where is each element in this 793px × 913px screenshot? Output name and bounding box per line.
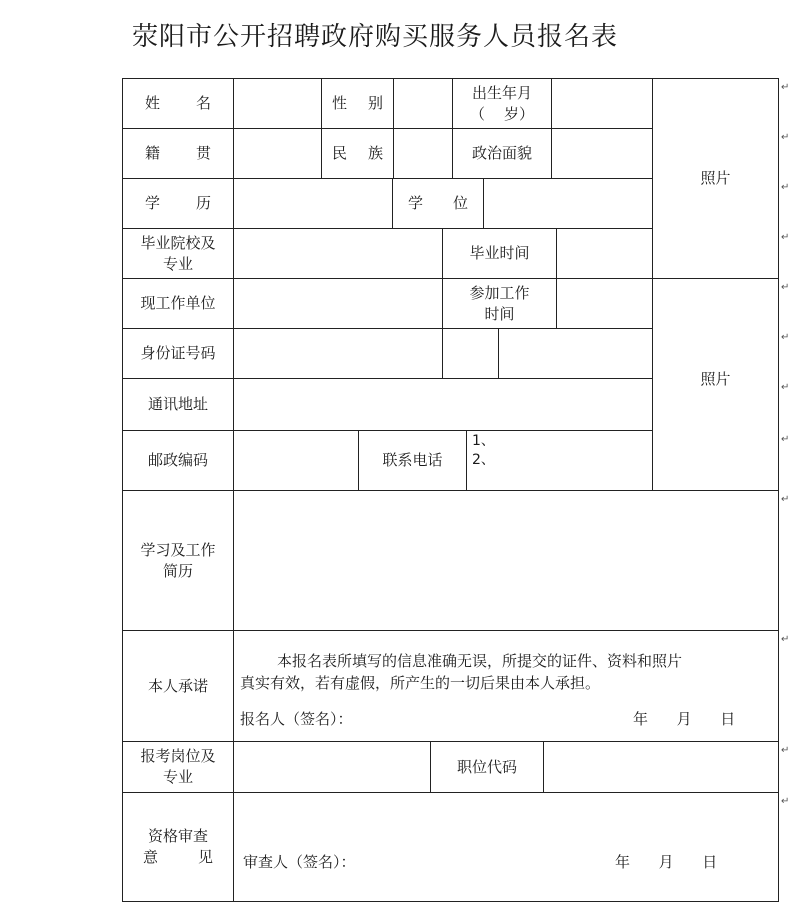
address-input-cell[interactable] bbox=[233, 378, 653, 431]
origin-input-cell[interactable] bbox=[233, 128, 322, 179]
origin-label-char-2: 贯 bbox=[195, 144, 211, 162]
degree-input-cell[interactable] bbox=[483, 178, 653, 229]
position-code-input-cell[interactable] bbox=[543, 741, 779, 793]
phone-line-1: 1、 bbox=[472, 433, 495, 449]
political-input-cell[interactable] bbox=[551, 128, 653, 179]
gender-label bbox=[321, 78, 394, 129]
position-code-label: 职位代码 bbox=[430, 741, 544, 793]
position-label-line-2: 专业 bbox=[162, 768, 193, 786]
name-label bbox=[122, 78, 234, 129]
school-major-label-line-1: 毕业院校及 bbox=[140, 233, 216, 252]
review-label bbox=[122, 792, 234, 902]
phone-label: 联系电话 bbox=[358, 430, 467, 491]
review-label-line-2 bbox=[143, 847, 213, 868]
position-label-line-1: 报考岗位及 bbox=[140, 747, 216, 765]
postcode-input-cell[interactable] bbox=[233, 430, 359, 491]
form-title: 荥阳市公开招聘政府购买服务人员报名表 bbox=[132, 22, 619, 52]
birth-input-cell[interactable] bbox=[551, 78, 653, 129]
gender-label-char-2: 别 bbox=[367, 94, 383, 112]
name-input-cell[interactable] bbox=[233, 78, 322, 129]
gender-label-char-1: 性 bbox=[332, 94, 348, 112]
origin-label-char-1: 籍 bbox=[145, 144, 161, 162]
applicant-signature-label: 报名人（签名）： bbox=[240, 710, 353, 728]
paragraph-mark: ↵ bbox=[781, 796, 790, 807]
nation-label-char-2: 族 bbox=[367, 144, 383, 162]
id-number-extra-cell-1[interactable] bbox=[442, 328, 499, 379]
review-label-line-1: 资格审查 bbox=[147, 827, 208, 845]
political-label: 政治面貌 bbox=[452, 128, 552, 179]
name-label-char-1: 姓 bbox=[145, 94, 161, 112]
promise-text-line-2: 真实有效，若有虚假，所产生的一切后果由本人承担。 bbox=[240, 674, 601, 692]
id-number-extra-cell-2[interactable] bbox=[498, 328, 653, 379]
school-major-label bbox=[122, 228, 234, 279]
birth-label-line-2: （ 岁） bbox=[469, 104, 535, 123]
paragraph-mark: ↵ bbox=[781, 382, 790, 393]
photo-label-lower: 照片 bbox=[700, 370, 731, 388]
nation-input-cell[interactable] bbox=[393, 128, 453, 179]
paragraph-mark: ↵ bbox=[781, 634, 790, 645]
review-label-char-1: 意 bbox=[143, 848, 159, 866]
resume-input-cell[interactable] bbox=[233, 490, 779, 631]
resume-label-line-2: 简历 bbox=[162, 561, 193, 580]
photo-label-upper: 照片 bbox=[700, 169, 731, 187]
paragraph-mark: ↵ bbox=[781, 494, 790, 505]
employer-input-cell[interactable] bbox=[233, 278, 443, 329]
education-label-char-1: 学 bbox=[145, 194, 161, 212]
birth-label bbox=[452, 78, 552, 129]
paragraph-mark: ↵ bbox=[781, 332, 790, 343]
id-number-input-cell[interactable] bbox=[233, 328, 443, 379]
work-start-label bbox=[442, 278, 557, 329]
grad-time-label: 毕业时间 bbox=[442, 228, 557, 279]
nation-label-char-1: 民 bbox=[332, 144, 348, 162]
degree-label bbox=[392, 178, 484, 229]
resume-label-line-1: 学习及工作 bbox=[140, 540, 216, 559]
work-start-label-line-1: 参加工作 bbox=[469, 283, 530, 302]
work-start-label-line-2: 时间 bbox=[484, 304, 515, 323]
education-label-char-2: 历 bbox=[195, 194, 211, 212]
degree-label-char-2: 位 bbox=[452, 194, 468, 212]
paragraph-mark: ↵ bbox=[781, 182, 790, 193]
origin-label bbox=[122, 128, 234, 179]
phone-line-2: 2、 bbox=[472, 452, 495, 468]
school-major-label-line-2: 专业 bbox=[162, 254, 193, 273]
birth-label-line-1: 出生年月 bbox=[471, 83, 532, 102]
nation-label bbox=[321, 128, 394, 179]
school-major-input-cell[interactable] bbox=[233, 228, 443, 279]
work-start-input-cell[interactable] bbox=[556, 278, 653, 329]
paragraph-mark: ↵ bbox=[781, 232, 790, 243]
promise-text-line-1: 本报名表所填写的信息准确无误，所提交的证件、资料和照片 bbox=[277, 652, 683, 670]
paragraph-mark: ↵ bbox=[781, 82, 790, 93]
review-label-char-2: 见 bbox=[197, 848, 213, 866]
name-label-char-2: 名 bbox=[195, 94, 211, 112]
education-input-cell[interactable] bbox=[233, 178, 393, 229]
employer-label: 现工作单位 bbox=[122, 278, 234, 329]
paragraph-mark: ↵ bbox=[781, 132, 790, 143]
position-label bbox=[122, 741, 234, 793]
reviewer-signature-label: 审查人（签名）： bbox=[243, 853, 356, 871]
education-label bbox=[122, 178, 234, 229]
paragraph-mark: ↵ bbox=[781, 745, 790, 756]
review-content-cell[interactable] bbox=[233, 792, 779, 902]
applicant-date: 年 月 日 bbox=[633, 710, 736, 728]
address-label: 通讯地址 bbox=[122, 378, 234, 431]
gender-input-cell[interactable] bbox=[393, 78, 453, 129]
paragraph-mark: ↵ bbox=[781, 434, 790, 445]
position-input-cell[interactable] bbox=[233, 741, 431, 793]
photo-cell-upper[interactable] bbox=[652, 78, 779, 279]
grad-time-input-cell[interactable] bbox=[556, 228, 653, 279]
paragraph-mark: ↵ bbox=[781, 282, 790, 293]
id-number-label: 身份证号码 bbox=[122, 328, 234, 379]
reviewer-date: 年 月 日 bbox=[615, 853, 718, 871]
degree-label-char-1: 学 bbox=[408, 194, 424, 212]
promise-label: 本人承诺 bbox=[122, 630, 234, 742]
photo-cell-lower[interactable] bbox=[652, 278, 779, 491]
resume-label bbox=[122, 490, 234, 631]
postcode-label: 邮政编码 bbox=[122, 430, 234, 491]
